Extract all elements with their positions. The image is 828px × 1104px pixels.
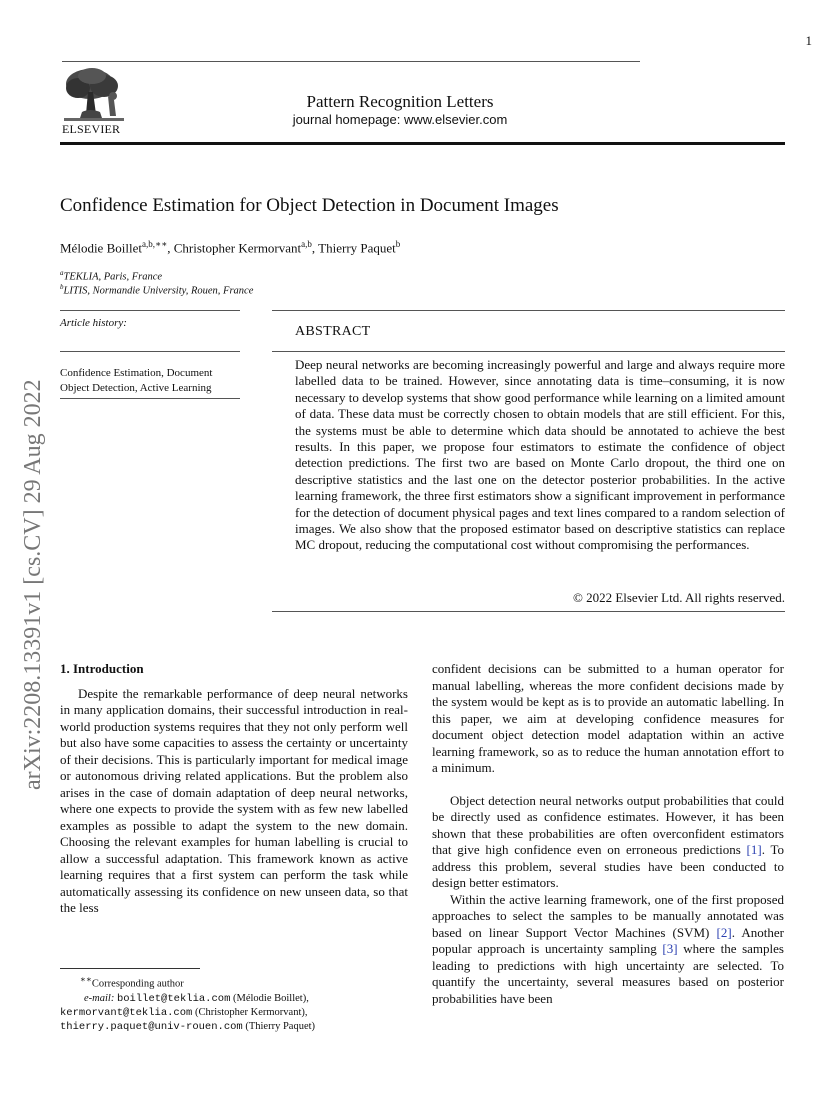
author-name: Thierry Paquet bbox=[318, 240, 396, 256]
affiliation-mark: a bbox=[60, 269, 64, 277]
paper-title: Confidence Estimation for Object Detection in Document Images bbox=[60, 195, 559, 216]
author-affil-mark: a,b,∗∗ bbox=[141, 239, 168, 249]
abstract-body: Deep neural networks are becoming increasingly powerful and large and always require more labelled data to be trained. However, since annotating data is time–consuming, it is now necessary to develop systems that show good performance while learning on a limited amount of data. These data must be correctly chosen to obtain models that are still efficient. For this, the systems must be able to determine which data should be annotated to achieve the best results. In this paper, we propose four estimators to estimate the confidence of object detection predictions. The first two are based on Monte Carlo dropout, the third one on descriptive statistics and the last one on the detector posterior probabilities. In the active learning framework, the three first estimators show a significant improvement in performance for the detection of document physical pages and text lines compared to a random selection of images. We also show that the proposed estimator based on descriptive statistics can replace MC dropout, reducing the computational cost without compromising the performances. bbox=[295, 357, 785, 553]
section-heading: 1. Introduction bbox=[60, 661, 144, 676]
abstract-heading-rule bbox=[272, 351, 785, 352]
info-box-top-rule bbox=[60, 310, 240, 311]
author-affil-mark: b bbox=[395, 239, 401, 249]
article-history-label: Article history: bbox=[60, 317, 127, 329]
affiliation-mark: b bbox=[60, 283, 64, 291]
footnote-email-line bbox=[60, 992, 408, 1006]
header-top-rule bbox=[62, 61, 640, 62]
email-address[interactable]: thierry.paquet@univ-rouen.com bbox=[60, 1020, 243, 1033]
journal-homepage: journal homepage: www.elsevier.com bbox=[292, 112, 508, 127]
info-box-bottom-rule bbox=[60, 398, 240, 399]
text-run: Within the active learning framework, one of the first proposed approaches to select the samples to be manually annotated was based on linear Support Vector Machines (SVM) bbox=[432, 891, 784, 940]
header-thick-rule bbox=[60, 142, 785, 145]
text-run: . To address this problem, several studies have been conducted to design better estimators. bbox=[432, 842, 784, 890]
intro-paragraph-continued: confident decisions can be submitted to a human operator for manual labelling, whereas the more confident decisions made by the system would be kept as is to provide an automatic labelling. In this paper, we aim at developing confidence measures for document object detection model adaptation within an active learning framework, so as to reduce the human annotation effort to a minimum. bbox=[432, 661, 784, 775]
email-label: e-mail: bbox=[84, 992, 115, 1004]
paragraph-gap bbox=[432, 777, 784, 793]
body-left-column bbox=[60, 661, 408, 917]
text-run: . Another popular approach is uncertainty sampling bbox=[432, 924, 784, 956]
citation-link[interactable]: [3] bbox=[662, 941, 678, 956]
email-owner: (Christopher Kermorvant), bbox=[192, 1006, 308, 1018]
footnote-label-line bbox=[60, 972, 408, 992]
info-box-mid-rule bbox=[60, 351, 240, 352]
affiliation-text: TEKLIA, Paris, France bbox=[63, 271, 163, 283]
footnote-marker: ∗∗ bbox=[80, 974, 92, 984]
citation-link[interactable]: [1] bbox=[746, 842, 762, 857]
footnote-rule bbox=[60, 968, 200, 969]
author-name: Mélodie Boillet bbox=[60, 240, 142, 256]
affiliation-text: LITIS, Normandie University, Rouen, France bbox=[63, 285, 254, 297]
text-run: Object detection neural networks output probabilities that could be directly used as confidence estimates. However, it has been shown that these probabilities are often overconfident estimators that give high confidence even on erroneous predictions bbox=[432, 792, 784, 857]
footnote-email-line bbox=[60, 1020, 408, 1034]
arxiv-identifier: arXiv:2208.13391v1 [cs.CV] 29 Aug 2022 bbox=[20, 379, 46, 790]
abstract-bottom-rule bbox=[272, 611, 785, 612]
author-name: Christopher Kermorvant bbox=[173, 240, 302, 256]
author-list: Mélodie Boillet$^{a,b,∗∗}$, Christopher Kermorvant$^{a,b}$, Thierry Paquet$^b$ bbox=[60, 239, 401, 256]
keywords: Confidence Estimation, Document Object Detection, Active Learning bbox=[60, 367, 213, 394]
intro-paragraph: Despite the remarkable performance of deep neural networks in many application domains, their successful introduction in real-world production systems requires that they not only perform well but also have some capacities to assess the certainty or uncertainty of their decisions. This is particularly important for medical image or autonomous driving related applications. But the problem also arises in the case of domain adaptation of deep neural networks, where one expects to provide the system with as few new labelled examples as possible to adapt the system to the new domain. Choosing the relevant examples for human labelling is crucial to allow a successful adaptation. This framework known as active learning requires that a first system can perform the task while automatically assessing its confidence on new unseen data, so that the less bbox=[60, 685, 408, 915]
elsevier-tree-icon bbox=[60, 66, 130, 124]
footnote-email-line bbox=[60, 1006, 408, 1020]
journal-name: Pattern Recognition Letters bbox=[306, 92, 494, 111]
email-owner: (Thierry Paquet) bbox=[242, 1020, 316, 1032]
elsevier-logo bbox=[60, 66, 130, 136]
author-affil-mark: a,b bbox=[301, 239, 312, 249]
page-number: 1 bbox=[805, 33, 812, 48]
text-run: where the samples leading to predictions with high uncertainty are selected. To quantify the uncertainty, several measures based on posterior probabilities have been bbox=[432, 941, 784, 1006]
email-address[interactable]: kermorvant@teklia.com bbox=[60, 1006, 193, 1019]
corresponding-author-footnote bbox=[60, 968, 408, 1034]
elsevier-wordmark: ELSEVIER bbox=[62, 122, 121, 136]
citation-link[interactable]: [2] bbox=[716, 924, 732, 940]
intro-paragraph bbox=[432, 892, 784, 1008]
copyright-notice: © 2022 Elsevier Ltd. All rights reserved. bbox=[572, 590, 785, 605]
intro-paragraph bbox=[432, 793, 784, 892]
affiliation bbox=[60, 269, 162, 283]
email-owner: (Mélodie Boillet), bbox=[230, 992, 309, 1004]
affiliation bbox=[60, 283, 253, 297]
email-address[interactable]: boillet@teklia.com bbox=[116, 992, 231, 1005]
body-right-column bbox=[432, 661, 784, 1007]
footnote-label: Corresponding author bbox=[91, 978, 184, 990]
abstract-top-rule bbox=[272, 310, 785, 311]
abstract-heading: ABSTRACT bbox=[295, 324, 371, 339]
